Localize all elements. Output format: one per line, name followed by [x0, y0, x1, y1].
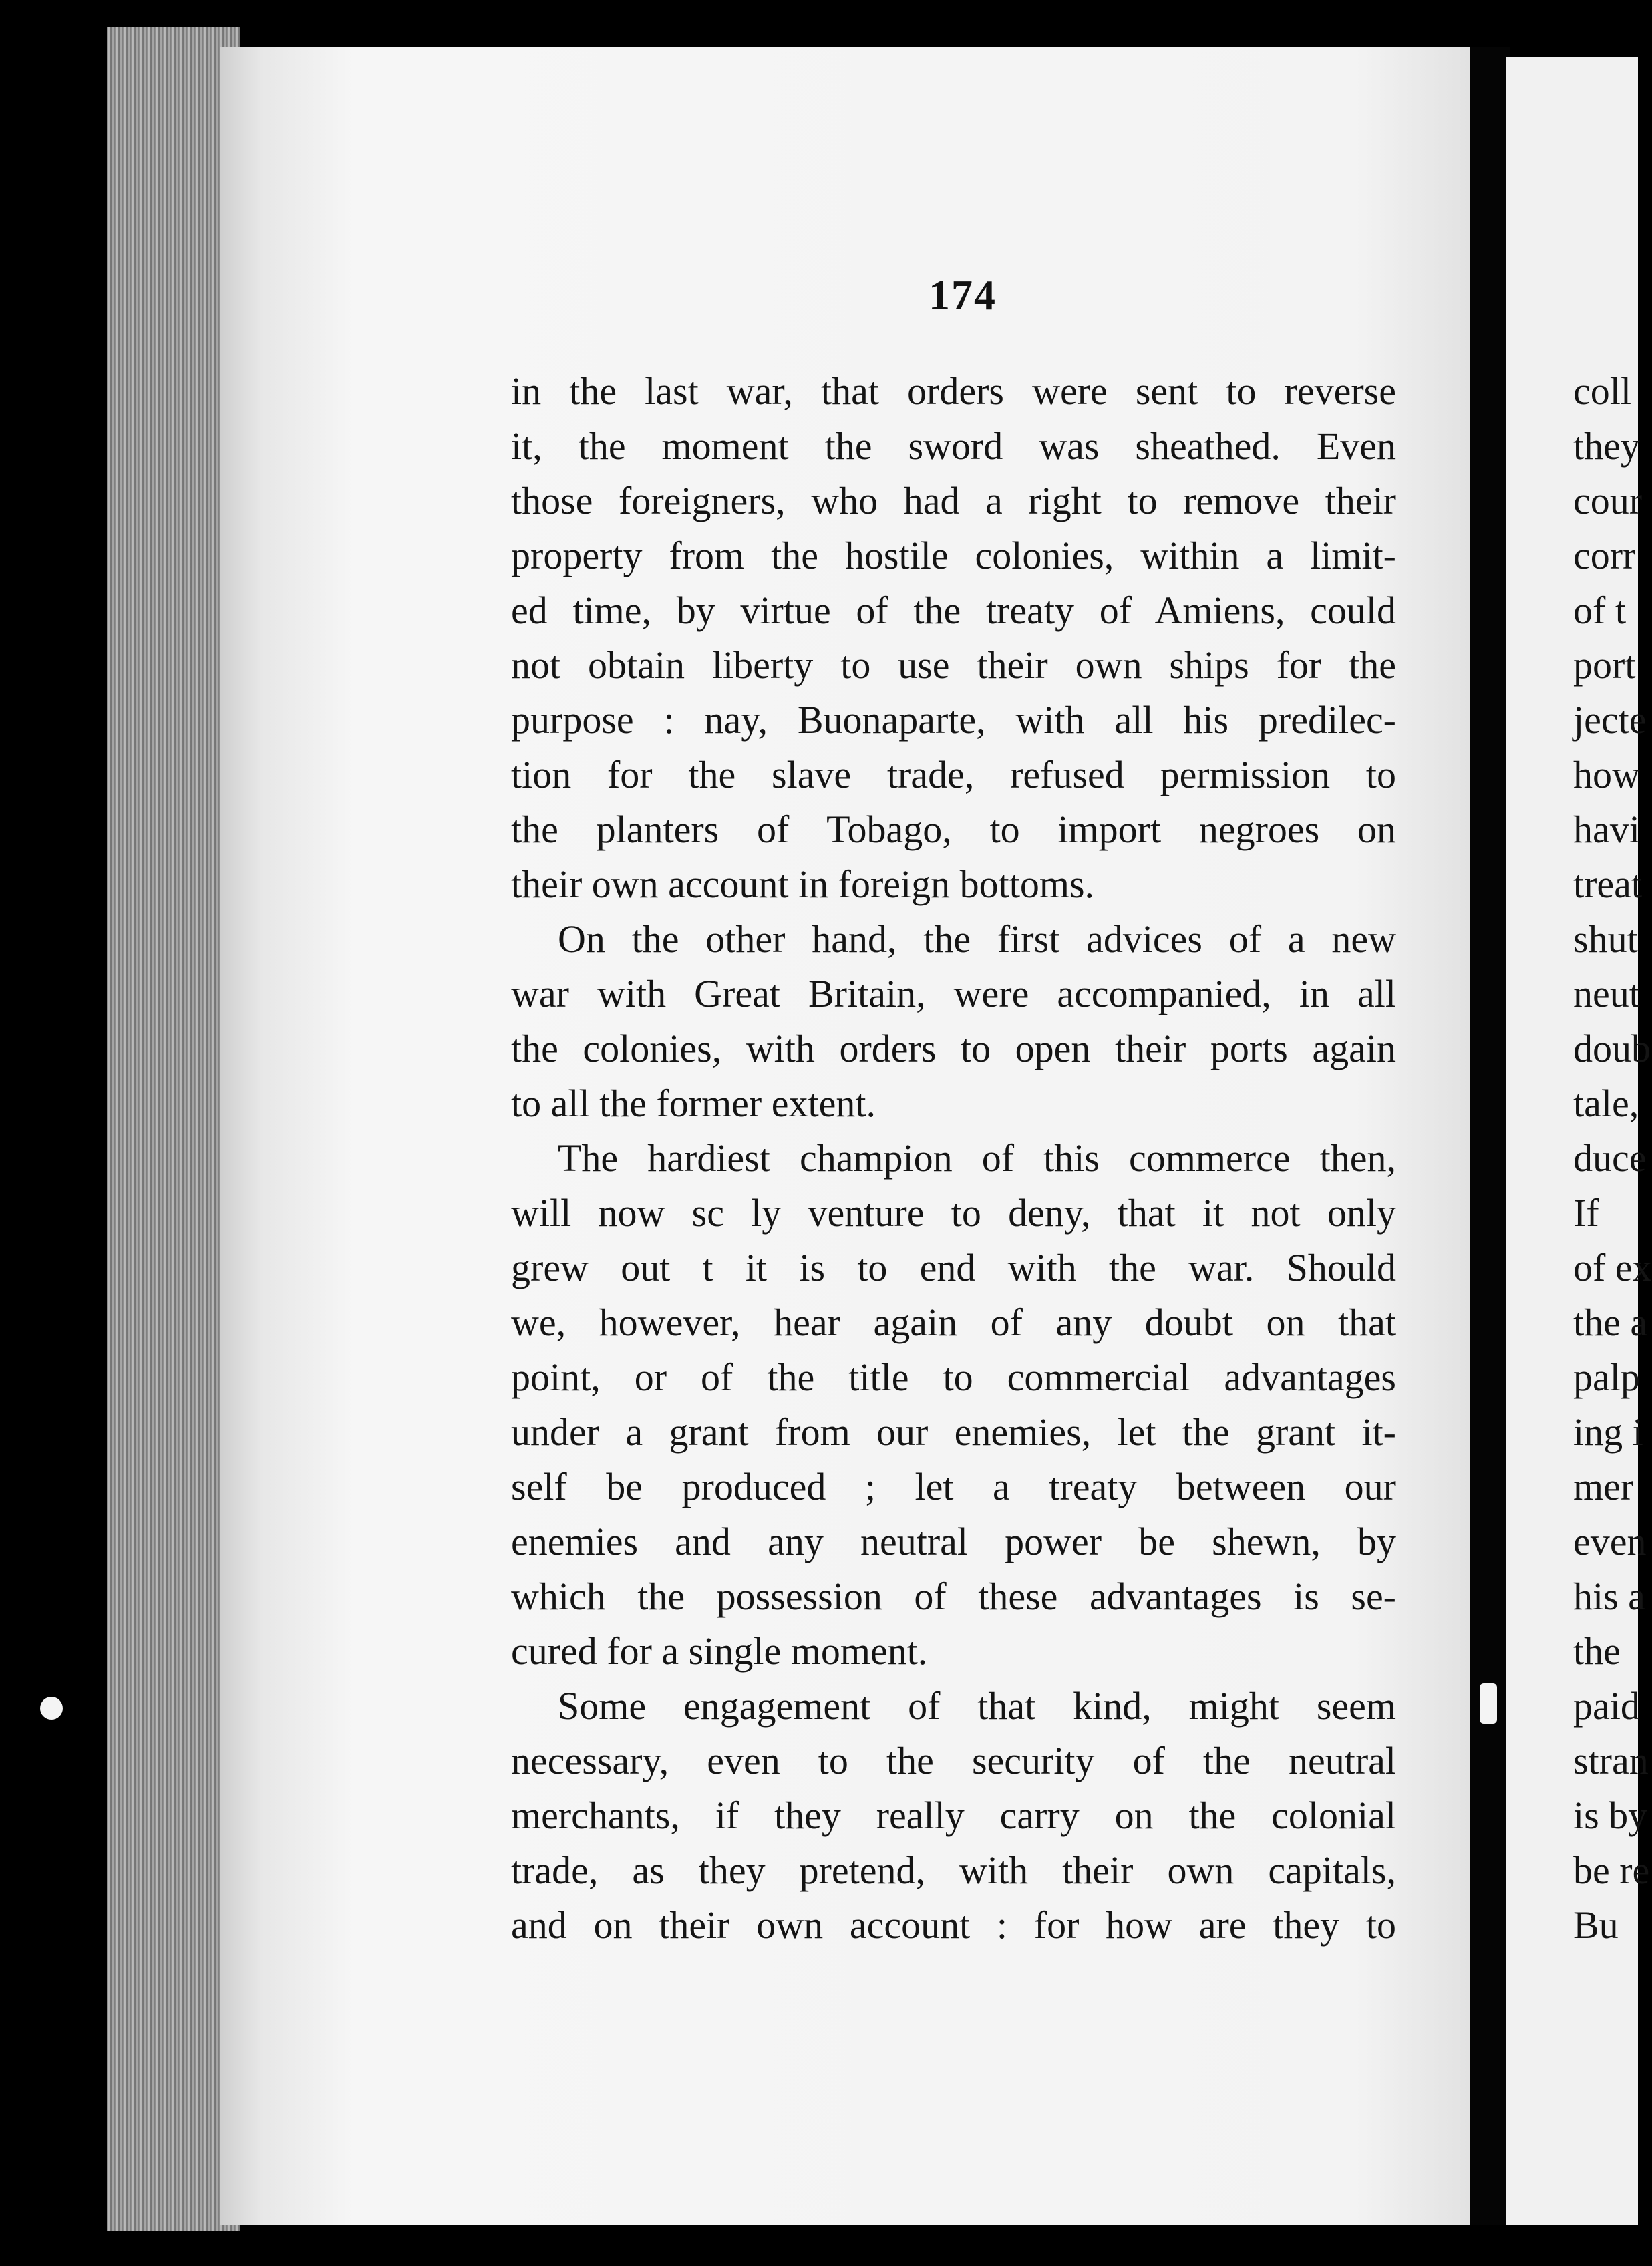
text-line: property from the hostile colonies, within a limit- [511, 534, 1396, 577]
fragment-line: doub [1573, 1027, 1651, 1070]
text-line: the planters of Tobago, to import negroes on [511, 808, 1396, 851]
text-line: the colonies, with orders to open their ports again [511, 1027, 1396, 1070]
text-line: enemies and any neutral power be shewn, by [511, 1520, 1396, 1563]
text-line: ed time, by virtue of the treaty of Amiens, could [511, 589, 1396, 632]
fragment-line: even [1573, 1520, 1647, 1563]
text-line: trade, as they pretend, with their own capitals, [511, 1848, 1396, 1892]
text-line: self be produced ; let a treaty between our [511, 1465, 1396, 1508]
fragment-line: duce [1573, 1136, 1647, 1180]
text-line: purpose : nay, Buonaparte, with all his predilec- [511, 698, 1396, 742]
fragment-line: of ex [1573, 1246, 1652, 1289]
scan-speck [1480, 1683, 1497, 1724]
text-line: under a grant from our enemies, let the grant it- [511, 1410, 1396, 1454]
text-line: to all the former extent. [511, 1082, 876, 1125]
text-line: war with Great Britain, were accompanied, in all [511, 972, 1396, 1015]
fragment-line: the [1573, 1629, 1621, 1673]
fragment-line: jecte [1573, 698, 1647, 742]
text-line: grew out t it is to end with the war. Should [511, 1246, 1396, 1289]
text-line: Some engagement of that kind, might seem [558, 1684, 1396, 1728]
fragment-line: how [1573, 753, 1640, 796]
fragment-line: neut [1573, 972, 1640, 1015]
fragment-line: stran [1573, 1739, 1649, 1782]
fragment-line: Bu [1573, 1903, 1619, 1947]
text-line: not obtain liberty to use their own ships for the [511, 643, 1396, 687]
fragment-line: is by [1573, 1794, 1648, 1837]
fragment-line: port [1573, 643, 1636, 687]
fragment-line: be re [1573, 1848, 1650, 1892]
text-line: their own account in foreign bottoms. [511, 862, 1095, 906]
text-line: On the other hand, the first advices of a new [558, 917, 1396, 961]
fragment-line: If [1573, 1191, 1599, 1235]
fragment-line: paid [1573, 1684, 1640, 1728]
text-line: merchants, if they really carry on the colonial [511, 1794, 1396, 1837]
book-gutter [1470, 47, 1510, 2225]
text-line: it, the moment the sword was sheathed. Even [511, 424, 1396, 468]
text-line: those foreigners, who had a right to remove their [511, 479, 1396, 522]
fragment-line: mer [1573, 1465, 1634, 1508]
fragment-line: palp [1573, 1355, 1640, 1399]
text-line: will now sc ly venture to deny, that it not only [511, 1191, 1396, 1235]
fragment-line: treat [1573, 862, 1643, 906]
fragment-line: coll [1573, 369, 1631, 413]
text-line: and on their own account : for how are they to [511, 1903, 1396, 1947]
fragment-line: havi [1573, 808, 1640, 851]
fragment-line: ing i [1573, 1410, 1643, 1454]
fragment-line: tale, [1573, 1082, 1639, 1125]
page-number: 174 [929, 271, 997, 319]
text-line: tion for the slave trade, refused permission to [511, 753, 1396, 796]
text-line: The hardiest champion of this commerce then, [558, 1136, 1396, 1180]
text-line: cured for a single moment. [511, 1629, 928, 1673]
text-line: in the last war, that orders were sent to reverse [511, 369, 1396, 413]
main-text-block [511, 364, 1396, 1953]
text-line: we, however, hear again of any doubt on that [511, 1301, 1396, 1344]
text-line: which the possession of these advantages is se- [511, 1575, 1396, 1618]
text-line: necessary, even to the security of the neutral [511, 1739, 1396, 1782]
fragment-line: cour [1573, 479, 1643, 522]
fragment-line: they [1573, 424, 1640, 468]
scan-speck [40, 1697, 63, 1720]
fragment-line: shut [1573, 917, 1638, 961]
fragment-line: his a [1573, 1575, 1645, 1618]
fragment-line: corr [1573, 534, 1636, 577]
fragment-line: the a [1573, 1301, 1648, 1344]
fragment-line: of t [1573, 589, 1626, 632]
right-page-fragments [1573, 364, 1652, 1953]
text-line: point, or of the title to commercial advantages [511, 1355, 1396, 1399]
